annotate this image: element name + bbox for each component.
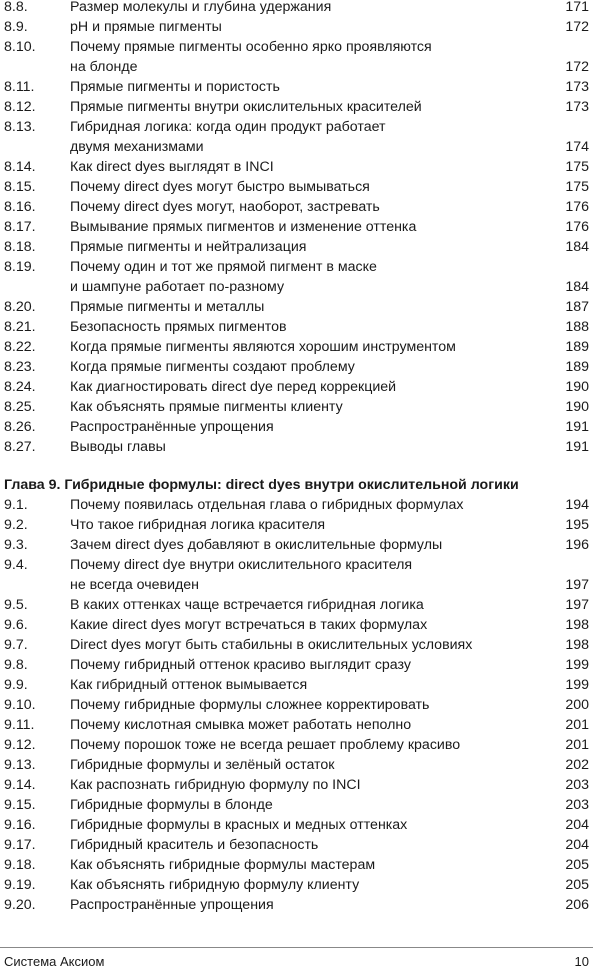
toc-entry-title: [70, 237, 306, 257]
toc-entry[interactable]: [0, 715, 593, 735]
toc-entry[interactable]: [0, 795, 593, 815]
toc-entry-title: [70, 297, 264, 317]
toc-entry-title-line: Почему порошок тоже не всегда решает проблему красиво: [70, 737, 461, 753]
toc-entry[interactable]: [0, 0, 593, 17]
toc-entry-title-line: Как объяснять гибридные формулы мастерам: [70, 857, 376, 873]
toc-entry-title-line: Когда прямые пигменты создают проблему: [70, 359, 355, 375]
toc-entry-number: 9.19.: [4, 877, 36, 893]
toc-entry-number: 9.8.: [4, 657, 28, 673]
toc-entry-page: 197: [565, 597, 589, 613]
footer-book-title: Система Аксиом: [4, 954, 105, 969]
toc-entry-title-line: pH и прямые пигменты: [70, 19, 222, 35]
toc-entry-title-line: Как распознать гибридную формулу по INCI: [70, 777, 361, 793]
toc-entry-page: 199: [565, 657, 589, 673]
toc-entry[interactable]: [0, 495, 593, 515]
toc-entry-title: [70, 177, 370, 197]
toc-entry-number: 9.1.: [4, 497, 28, 513]
toc-entry-page: 188: [565, 319, 589, 335]
toc-entry-title-line: Выводы главы: [70, 439, 166, 455]
toc-entry-title: [70, 217, 416, 237]
toc-entry[interactable]: [0, 97, 593, 117]
toc-entry-number: 9.20.: [4, 897, 36, 913]
toc-entry-number: 8.17.: [4, 219, 36, 235]
toc-entry-title-line: не всегда очевиден: [70, 577, 200, 593]
toc-entry[interactable]: [0, 357, 593, 377]
toc-entry[interactable]: [0, 197, 593, 217]
toc-entry-page: 190: [565, 379, 589, 395]
toc-entry-page: 198: [565, 617, 589, 633]
toc-entry-page: 205: [565, 857, 589, 873]
toc-entry-number: 8.8.: [4, 0, 28, 15]
toc-entry[interactable]: [0, 157, 593, 177]
toc-entry-title-line: Какие direct dyes могут встречаться в таких формулах: [70, 617, 428, 633]
toc-entry[interactable]: [0, 237, 593, 257]
toc-entry-title-line: Безопасность прямых пигментов: [70, 319, 287, 335]
toc-entry[interactable]: [0, 695, 593, 715]
toc-entry-title: [70, 655, 411, 675]
toc-entry-page: 172: [565, 59, 589, 75]
toc-entry-title-line: Вымывание прямых пигментов и изменение оттенка: [70, 219, 417, 235]
toc-entry-number: 8.10.: [4, 39, 36, 55]
toc-entry[interactable]: [0, 735, 593, 755]
toc-entry-page: 189: [565, 339, 589, 355]
toc-entry-number: 9.6.: [4, 617, 28, 633]
toc-entry-title: [70, 37, 432, 77]
toc-entry-number: 9.17.: [4, 837, 36, 853]
toc-entry-number: 8.19.: [4, 259, 36, 275]
toc-entry-page: 171: [565, 0, 589, 15]
toc-entry-title: [70, 755, 335, 775]
toc-entry-title-line: двумя механизмами: [70, 139, 204, 155]
toc-entry-title-line: Гибридные формулы в красных и медных оттенках: [70, 817, 408, 833]
toc-entry-title: [70, 675, 307, 695]
toc-entry-number: 9.5.: [4, 597, 28, 613]
toc-entry-page: 175: [565, 179, 589, 195]
toc-entry[interactable]: [0, 17, 593, 37]
toc-entry-number: 9.18.: [4, 857, 36, 873]
toc-entry[interactable]: [0, 77, 593, 97]
toc-entry-title-line: Как диагностировать direct dye перед коррекцией: [70, 379, 397, 395]
toc-entry-title-line: Почему direct dye внутри окислительного красителя: [70, 557, 413, 573]
toc-entry-title: [70, 77, 280, 97]
toc-entry[interactable]: [0, 257, 593, 297]
toc-entry-number: 8.9.: [4, 19, 28, 35]
toc-entry-title: [70, 715, 411, 735]
toc-entry-number: 8.26.: [4, 419, 36, 435]
toc-entry-page: 203: [565, 797, 589, 813]
toc-entry-page: 204: [565, 837, 589, 853]
toc-entry-title-line: Почему прямые пигменты особенно ярко проявляются: [70, 39, 432, 55]
toc-entry-number: 8.22.: [4, 339, 36, 355]
toc-entry-number: 9.4.: [4, 557, 28, 573]
toc-entry-number: 8.13.: [4, 119, 36, 135]
toc-entry-title-line: Как объяснять гибридную формулу клиенту: [70, 877, 360, 893]
toc-entry-page: 206: [565, 897, 589, 913]
toc-entry-page: 173: [565, 99, 589, 115]
toc-entry-page: 205: [565, 877, 589, 893]
chapter-8-entries: [0, 0, 593, 457]
toc-entry-title-line: Почему появилась отдельная глава о гибридных формулах: [70, 497, 464, 513]
toc-entry-number: 8.14.: [4, 159, 36, 175]
toc-entry-page: 203: [565, 777, 589, 793]
toc-entry-number: 8.18.: [4, 239, 36, 255]
toc-entry-number: 8.21.: [4, 319, 36, 335]
toc-entry-number: 9.11.: [4, 717, 35, 733]
toc-entry-title-line: и шампуне работает по-разному: [70, 279, 285, 295]
toc-entry-page: 187: [565, 299, 589, 315]
toc-entry-number: 9.2.: [4, 517, 28, 533]
toc-entry-title: [70, 515, 325, 535]
toc-entry-title-line: Гибридный краситель и безопасность: [70, 837, 319, 853]
toc-entry[interactable]: [0, 555, 593, 595]
toc-entry[interactable]: [0, 535, 593, 555]
toc-entry-title-line: Гибридные формулы в блонде: [70, 797, 273, 813]
toc-entry-title-line: Размер молекулы и глубина удержания: [70, 0, 332, 15]
toc-entry[interactable]: [0, 437, 593, 457]
toc-entry-title-line: Гибридная логика: когда один продукт работает: [70, 119, 386, 135]
toc-entry-title: [70, 157, 274, 177]
toc-entry-page: 173: [565, 79, 589, 95]
toc-entry-page: 195: [565, 517, 589, 533]
toc-entry-number: 8.27.: [4, 439, 36, 455]
toc-entry[interactable]: [0, 615, 593, 635]
toc-entry-number: 8.20.: [4, 299, 36, 315]
toc-entry[interactable]: [0, 655, 593, 675]
toc-entry-title: [70, 357, 355, 377]
toc-entry[interactable]: [0, 675, 593, 695]
toc-entry-title-line: Когда прямые пигменты являются хорошим инструментом: [70, 339, 456, 355]
toc-entry-title-line: Почему один и тот же прямой пигмент в маске: [70, 259, 377, 275]
toc-entry-page: 189: [565, 359, 589, 375]
toc-entry-number: 9.14.: [4, 777, 36, 793]
toc-entry-title-line: Прямые пигменты внутри окислительных красителей: [70, 99, 422, 115]
toc-entry-title: [70, 535, 442, 555]
toc-entry-page: 175: [565, 159, 589, 175]
toc-entry-title: [70, 855, 375, 875]
toc-entry-title-line: Что такое гибридная логика красителя: [70, 517, 326, 533]
toc-entry[interactable]: [0, 875, 593, 895]
toc-entry-title: [70, 417, 274, 437]
toc-entry-page: 194: [565, 497, 589, 513]
toc-entry[interactable]: [0, 595, 593, 615]
toc-entry[interactable]: [0, 337, 593, 357]
toc-entry-number: 9.7.: [4, 637, 28, 653]
toc-entry-title-line: Прямые пигменты и нейтрализация: [70, 239, 307, 255]
toc-entry-title-line: Распространённые упрощения: [70, 419, 274, 435]
toc-entry-title-line: Почему direct dyes могут быстро вымываться: [70, 179, 370, 195]
toc-entry[interactable]: [0, 37, 593, 77]
toc-entry[interactable]: [0, 317, 593, 337]
toc-entry-page: 191: [565, 419, 589, 435]
toc-entry-title-line: Распространённые упрощения: [70, 897, 274, 913]
toc-entry[interactable]: [0, 635, 593, 655]
toc-entry-title: [70, 437, 166, 457]
toc-entry-title: [70, 775, 361, 795]
toc-entry-page: 174: [565, 139, 589, 155]
toc-entry-title-line: Почему кислотная смывка может работать неполно: [70, 717, 412, 733]
toc-entry-title-line: на блонде: [70, 59, 138, 75]
toc-entry-number: 8.25.: [4, 399, 36, 415]
toc-entry-title: [70, 317, 287, 337]
toc-entry-number: 9.10.: [4, 697, 36, 713]
toc-entry-title: [70, 895, 274, 915]
toc-entry[interactable]: [0, 117, 593, 157]
toc-entry-title-line: Гибридные формулы и зелёный остаток: [70, 757, 335, 773]
toc-entry-title-line: Как гибридный оттенок вымывается: [70, 677, 308, 693]
toc-entry-page: 184: [565, 279, 589, 295]
toc-entry-number: 8.12.: [4, 99, 36, 115]
toc-entry-page: 176: [565, 199, 589, 215]
toc-entry-title: [70, 735, 460, 755]
toc-entry-title: [70, 495, 464, 515]
toc-entry-title: [70, 835, 318, 855]
toc-entry-page: 201: [565, 717, 589, 733]
toc-entry[interactable]: [0, 515, 593, 535]
toc-entry[interactable]: [0, 297, 593, 317]
toc-entry-page: 202: [565, 757, 589, 773]
toc-entry-number: 8.15.: [4, 179, 36, 195]
toc-entry[interactable]: [0, 217, 593, 237]
toc-entry-title: [70, 197, 380, 217]
toc-entry-number: 8.16.: [4, 199, 36, 215]
toc-entry[interactable]: [0, 177, 593, 197]
toc-entry[interactable]: [0, 397, 593, 417]
toc-entry-title: [70, 97, 422, 117]
toc-entry-page: 184: [565, 239, 589, 255]
toc-entry-title-line: Как direct dyes выглядят в INCI: [70, 159, 274, 175]
toc-entry-number: 9.9.: [4, 677, 28, 693]
toc-entry-title: [70, 377, 396, 397]
toc-entry[interactable]: [0, 895, 593, 915]
toc-entry-title: [70, 555, 412, 595]
toc-entry-page: 197: [565, 577, 589, 593]
toc-entry-title-line: Почему гибридные формулы сложнее корректировать: [70, 697, 430, 713]
footer-divider: [0, 947, 593, 948]
toc-entry-title: [70, 815, 407, 835]
toc-entry-title-line: Direct dyes могут быть стабильны в окислительных условиях: [70, 637, 473, 653]
toc-entry-number: 9.15.: [4, 797, 36, 813]
toc-entry-title: [70, 875, 359, 895]
toc-entry-page: 191: [565, 439, 589, 455]
toc-entry-title: [70, 635, 472, 655]
chapter-9-heading: Глава 9. Гибридные формулы: direct dyes внутри окислительной логики: [4, 477, 519, 493]
toc-entry-title-line: Прямые пигменты и металлы: [70, 299, 265, 315]
toc-entry-title: [70, 17, 222, 37]
toc-entry-number: 8.23.: [4, 359, 36, 375]
footer-page-number: 10: [574, 954, 589, 969]
toc-entry-title: [70, 257, 377, 297]
toc-entry-page: 172: [565, 19, 589, 35]
toc-entry-page: 200: [565, 697, 589, 713]
toc-entry-number: 9.13.: [4, 757, 36, 773]
toc-entry-title: [70, 117, 386, 157]
toc-entry-page: 176: [565, 219, 589, 235]
toc-entry-title: [70, 615, 427, 635]
toc-entry-number: 8.11.: [4, 79, 35, 95]
toc-entry-number: 9.12.: [4, 737, 36, 753]
toc-entry-title-line: Почему direct dyes могут, наоборот, застревать: [70, 199, 380, 215]
toc-entry-page: 190: [565, 399, 589, 415]
toc-entry-title-line: Зачем direct dyes добавляют в окислительные формулы: [70, 537, 443, 553]
toc-entry-number: 9.3.: [4, 537, 28, 553]
toc-entry[interactable]: [0, 855, 593, 875]
toc-entry-title: [70, 595, 424, 615]
toc-entry[interactable]: [0, 835, 593, 855]
toc-entry-title-line: Прямые пигменты и пористость: [70, 79, 280, 95]
chapter-9-entries: [0, 495, 593, 915]
toc-entry-page: 199: [565, 677, 589, 693]
toc-entry[interactable]: [0, 815, 593, 835]
toc-entry-number: 9.16.: [4, 817, 36, 833]
toc-entry-page: 204: [565, 817, 589, 833]
toc-entry-title: [70, 695, 429, 715]
toc-entry-page: 196: [565, 537, 589, 553]
toc-entry-title: [70, 397, 343, 417]
toc-entry[interactable]: [0, 417, 593, 437]
toc-entry-title: [70, 795, 273, 815]
toc-entry-title: [70, 0, 331, 17]
toc-entry[interactable]: [0, 775, 593, 795]
toc-entry[interactable]: [0, 377, 593, 397]
toc-entry-page: 201: [565, 737, 589, 753]
toc-entry[interactable]: [0, 755, 593, 775]
toc-entry-title-line: Почему гибридный оттенок красиво выглядит сразу: [70, 657, 411, 673]
toc-entry-title-line: В каких оттенках чаще встречается гибридная логика: [70, 597, 424, 613]
toc-entry-number: 8.24.: [4, 379, 36, 395]
toc-entry-title: [70, 337, 456, 357]
toc-entry-page: 198: [565, 637, 589, 653]
toc-entry-title-line: Как объяснять прямые пигменты клиенту: [70, 399, 343, 415]
